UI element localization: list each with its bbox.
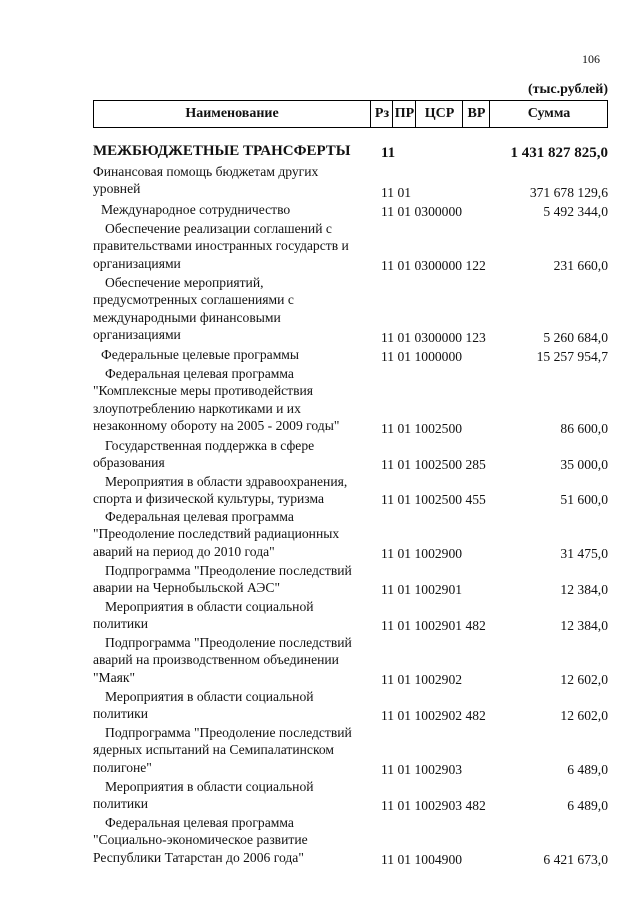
row-codes: 11 <box>381 145 396 161</box>
row-name-line: спорта и физической культуры, туризма <box>93 491 324 507</box>
row-amount: 12 384,0 <box>560 581 608 597</box>
row-name-line: Мероприятия в области социальной <box>105 689 314 704</box>
table-row <box>0 778 640 814</box>
row-amount: 12 384,0 <box>560 617 608 633</box>
row-name-line: Федеральные целевые программы <box>101 347 300 362</box>
row-name-line: аварии на Чернобыльской АЭС" <box>93 580 281 596</box>
row-amount: 86 600,0 <box>560 420 608 436</box>
table-header <box>93 100 608 128</box>
row-codes: 11 01 1002500 455 <box>381 491 486 507</box>
row-name-line: аварий на период до 2010 года" <box>93 543 275 559</box>
row-name-line: Финансовая помощь бюджетам других <box>93 164 319 179</box>
row-codes: 11 01 1002901 <box>381 581 463 597</box>
units-label: (тыс.рублей) <box>527 82 608 97</box>
row-amount: 371 678 129,6 <box>529 184 608 200</box>
row-amount: 15 257 954,7 <box>536 348 608 364</box>
header-sum: Сумма <box>489 101 608 127</box>
page-number: 106 <box>582 52 600 66</box>
table-row <box>0 365 640 437</box>
row-name-line: Мероприятия в области здравоохранения, <box>105 474 348 489</box>
row-name-line: Мероприятия в области социальной <box>105 779 314 794</box>
row-name-line: "Социально-экономическое развитие <box>93 832 308 848</box>
row-name-line: международными финансовыми <box>93 309 281 325</box>
header-rz: Рз <box>370 101 393 127</box>
row-name-line: аварий на производственном объединении <box>93 652 339 668</box>
row-codes: 11 01 0300000 122 <box>381 257 486 273</box>
row-name-line: образования <box>93 455 165 471</box>
row-name-line: МЕЖБЮДЖЕТНЫЕ ТРАНСФЕРТЫ <box>93 143 351 159</box>
row-name-line: предусмотренных соглашениями с <box>93 292 294 308</box>
table-body <box>0 141 640 868</box>
table-row <box>0 814 640 868</box>
row-amount: 35 000,0 <box>560 456 608 472</box>
table-row <box>0 634 640 688</box>
table-row <box>0 598 640 634</box>
header-csr: ЦСР <box>415 101 463 127</box>
table-row <box>0 346 640 365</box>
header-name: Наименование <box>185 106 279 121</box>
table-row <box>0 508 640 562</box>
table-row <box>0 473 640 508</box>
row-name-line: Федеральная целевая программа <box>105 509 294 524</box>
row-name-line: Подпрограмма "Преодоление последствий <box>105 563 352 578</box>
table-row <box>0 163 640 201</box>
row-name-line: Федеральная целевая программа <box>105 815 294 830</box>
row-amount: 5 492 344,0 <box>543 203 608 219</box>
row-amount: 6 489,0 <box>567 761 608 777</box>
table-row <box>0 220 640 274</box>
row-name-line: уровней <box>93 181 141 197</box>
row-name-line: Международное сотрудничество <box>101 202 291 217</box>
row-amount: 51 600,0 <box>560 491 608 507</box>
row-codes: 11 01 1002901 482 <box>381 617 486 633</box>
row-name-line: Государственная поддержка в сфере <box>105 438 315 453</box>
row-name-line: злоупотреблению наркотиками и их <box>93 400 301 416</box>
row-name-line: политики <box>93 796 149 812</box>
row-name-line: Подпрограмма "Преодоление последствий <box>105 635 352 650</box>
row-codes: 11 01 1002500 285 <box>381 456 486 472</box>
table-row <box>0 201 640 220</box>
row-name-line: организациями <box>93 255 181 271</box>
header-vr: ВР <box>462 101 490 127</box>
row-codes: 11 01 1002900 <box>381 545 463 561</box>
row-name-line: организациями <box>93 327 181 343</box>
row-name-line: Федеральная целевая программа <box>105 366 294 381</box>
header-pr: ПР <box>392 101 416 127</box>
row-codes: 11 01 1002903 <box>381 761 463 777</box>
row-name-line: незаконному обороту на 2005 - 2009 годы" <box>93 418 340 434</box>
row-name-line: Мероприятия в области социальной <box>105 599 314 614</box>
row-codes: 11 01 1002500 <box>381 420 463 436</box>
table-row <box>0 274 640 346</box>
row-codes: 11 01 1002902 <box>381 671 463 687</box>
row-codes: 11 01 0300000 <box>381 203 463 219</box>
row-name-line: Обеспечение мероприятий, <box>105 275 264 290</box>
row-name-line: Подпрограмма "Преодоление последствий <box>105 725 352 740</box>
row-name-line: полигоне" <box>93 759 152 775</box>
row-amount: 1 431 827 825,0 <box>510 145 608 161</box>
row-codes: 11 01 1000000 <box>381 348 463 364</box>
row-name-line: политики <box>93 616 149 632</box>
row-amount: 5 260 684,0 <box>543 329 608 345</box>
row-amount: 6 421 673,0 <box>543 851 608 867</box>
table-row <box>0 724 640 778</box>
row-amount: 31 475,0 <box>560 545 608 561</box>
row-name-line: правительствами иностранных государств и <box>93 238 349 254</box>
table-row <box>0 562 640 598</box>
row-amount: 12 602,0 <box>560 707 608 723</box>
row-codes: 11 01 1002903 482 <box>381 797 486 813</box>
row-codes: 11 01 1004900 <box>381 851 463 867</box>
table-row <box>0 437 640 473</box>
row-name-line: "Маяк" <box>93 669 136 685</box>
row-name-line: "Комплексные меры противодействия <box>93 383 314 399</box>
row-name-line: "Преодоление последствий радиационных <box>93 526 340 542</box>
row-name-line: Республики Татарстан до 2006 года" <box>93 849 304 865</box>
table-row <box>0 688 640 724</box>
row-name-line: ядерных испытаний на Семипалатинском <box>93 742 335 758</box>
row-codes: 11 01 1002902 482 <box>381 707 486 723</box>
row-amount: 6 489,0 <box>567 797 608 813</box>
row-codes: 11 01 0300000 123 <box>381 329 486 345</box>
row-name-line: политики <box>93 706 149 722</box>
row-amount: 12 602,0 <box>560 671 608 687</box>
row-name-line: Обеспечение реализации соглашений с <box>105 221 332 236</box>
row-amount: 231 660,0 <box>553 257 608 273</box>
row-codes: 11 01 <box>381 184 412 200</box>
table-row <box>0 141 640 163</box>
